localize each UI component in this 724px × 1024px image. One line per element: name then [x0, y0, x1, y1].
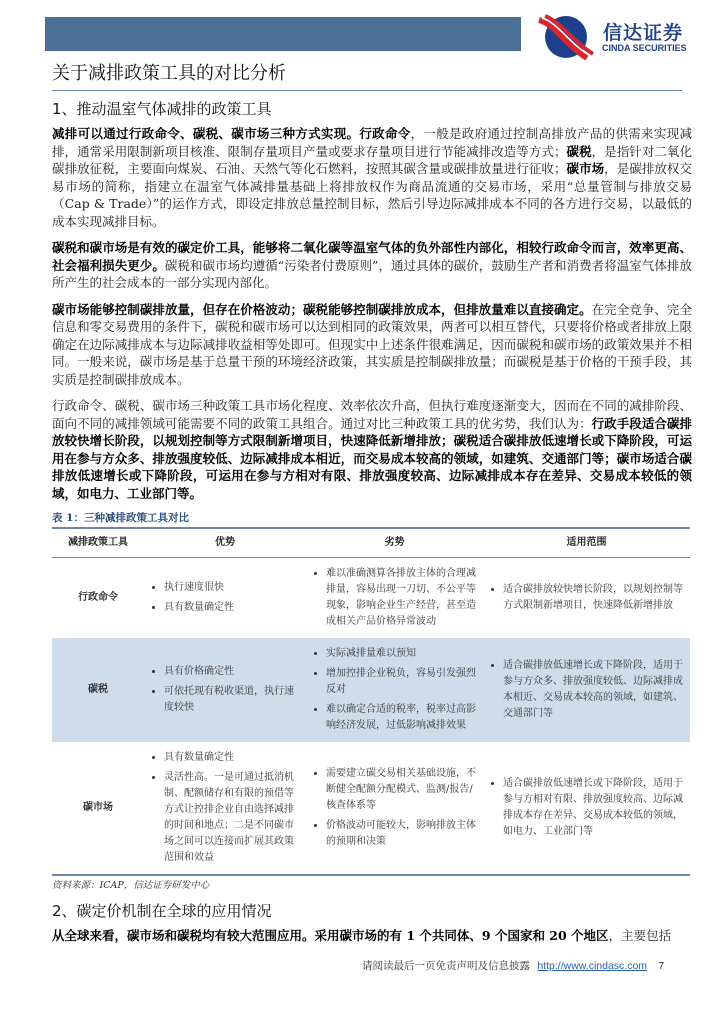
paragraph-5 [52, 927, 692, 945]
cons-cell [306, 742, 483, 875]
paragraph-3 [52, 301, 692, 389]
table-source: 资料来源：ICAP，信达证券研发中心 [52, 880, 210, 891]
text-segment: 碳税和碳市场均遵循“污染者付费原则”，通过具体的碳价，鼓励生产者和消费者将温室气体排放所产生的社会成本的一部分实现内部化。 [52, 257, 692, 290]
paragraph-1 [52, 125, 692, 230]
bold-text-segment: 碳税和碳市场是有效的碳定价工具，能够将二氧化碳等温室气体的负外部性内部化，相较行政命令而言，效率更高、社会福利损失更少。 [52, 240, 692, 273]
scope-list [489, 582, 684, 614]
cons-item: • 实际减排量难以预知 [326, 646, 477, 662]
pros-item: • 具有数量确定性 [164, 750, 300, 766]
pros-cell [144, 742, 306, 875]
column-header: 优势 [144, 528, 306, 558]
logo-english-name: CINDA SECURITIES [602, 43, 687, 53]
scope-cell [483, 742, 690, 875]
column-header: 劣势 [306, 528, 483, 558]
scope-item: • 适合碳排放较快增长阶段，以规划控制等方式限制新增项目，快速降低新增排放 [503, 582, 684, 614]
footer-link[interactable]: http://www.cindasc.com [537, 959, 648, 972]
pros-list [150, 750, 300, 866]
bold-text-segment: 碳市场 [566, 161, 605, 176]
section-heading-1: 1、推动温室气体减排的政策工具 [52, 100, 272, 118]
table-row [52, 638, 690, 742]
bold-text-segment: 从全球来看，碳市场和碳税均有较大范围应用。采用碳市场的有 1 个共同体、9 个国家和 20 个地区 [52, 928, 609, 943]
cons-item: • 难以准确测算各排放主体的合理减排量，容易出现一刀切、不公平等现象，影响企业生产经营，甚至造成相关产品价格异常波动 [326, 566, 477, 630]
table-row [52, 558, 690, 639]
paragraph-2 [52, 239, 692, 292]
text-segment: 行政命令、碳税、碳市场三种政策工具市场化程度、效率依次升高，但执行难度逐渐变大，因而在不同的减排阶段、面向不同的减排领域可能需要不同的政策工具组合。通过对比三种政策工具的优劣势，我们认为： [52, 398, 692, 431]
cons-item: • 增加控排企业税负，容易引发强烈反对 [326, 666, 477, 698]
cons-cell [306, 638, 483, 742]
pros-cell [144, 638, 306, 742]
pros-item: • 具有价格确定性 [164, 664, 300, 680]
cons-list [312, 646, 477, 734]
column-header: 适用范围 [483, 528, 690, 558]
pros-item: • 可依托现有税收渠道，执行速度较快 [164, 684, 300, 716]
pros-item: • 灵活性高。一是可通过抵消机制、配额储存和有限的预借等方式让控排企业自由选择减排的时间和地点；二是不同碳市场之间可以连接而扩展其政策范围和效益 [164, 770, 300, 866]
scope-list [489, 776, 684, 840]
bold-text-segment: 碳市场能够控制碳排放量，但存在价格波动；碳税能够控制碳排放成本，但排放量难以直接确定。 [52, 301, 592, 317]
page-number: 7 [658, 959, 665, 972]
pros-cell [144, 558, 306, 639]
cons-list [312, 766, 477, 850]
scope-list [489, 658, 684, 722]
cons-list [312, 566, 477, 630]
table-header-row [52, 528, 690, 558]
paragraph-4 [52, 397, 692, 502]
logo-chinese-name: 信达证券 [603, 22, 684, 44]
text-segment: ，是指针对二氧化碳排放征税，主要面向煤炭、石油、天然气等化石燃料，按照其碳含量或碳排放量进行征收； [52, 143, 692, 176]
bold-text-segment: 行政手段适合碳排放较快增长阶段，以规划控制等方式限制新增项目，快速降低新增排放；碳税适合碳排放低速增长或下降阶段，可运用在参与方众多、排放强度较低、边际减排成本相近，而交易成本较高的领域，如建筑、交通部门等；碳市场适合碳排放低速增长或下降阶段，可运用在参与方相对有限、排放强度较高、边际减排成本存在差异、交易成本较低的领域，如电力、工业部门等。 [52, 415, 692, 501]
text-segment: ，一般是政府通过控制高排放产品的供需来实现减排，通常采用限制新项目核准、限制存量项目产量或要求存量项目进行节能减排改造等方式； [52, 126, 692, 159]
bold-text-segment: 减排可以通过行政命令、碳税、碳市场三种方式实现。行政命令 [52, 126, 411, 141]
scope-item: • 适合碳排放低速增长或下降阶段，适用于参与方相对有限、排放强度较高、边际减排成本存在差异、交易成本较低的领域，如电力、工业部门等 [503, 776, 684, 840]
comparison-table [52, 527, 690, 876]
scope-cell [483, 638, 690, 742]
table-caption: 表 1：三种减排政策工具对比 [52, 512, 189, 524]
text-segment: 在完全竞争、完全信息和零交易费用的条件下，碳税和碳市场可以达到相同的政策效果，两者可以相互替代，只要将价格或者排放上限确定在边际减排成本与边际减排收益相等处即可。但现实中上述条件很难满足，因而碳税和碳市场的政策效果并不相同。一般来说，碳市场是基于总量干预的环境经济政策，其实质是控制碳排放量；而碳税是基于价格的干预手段，其实质是控制碳排放成本。 [52, 301, 692, 387]
cons-cell [306, 558, 483, 639]
text-segment: ，主要包括 [608, 928, 672, 943]
cons-item: • 难以确定合适的税率，税率过高影响经济发展，过低影响减排效果 [326, 702, 477, 734]
tool-name: 碳税 [52, 638, 144, 742]
section-heading-2: 2、碳定价机制在全球的应用情况 [52, 902, 272, 920]
tool-name: 行政命令 [78, 592, 118, 603]
pros-item: • 执行速度很快 [164, 580, 300, 596]
pros-list [150, 664, 300, 716]
bold-text-segment: 碳税 [566, 143, 592, 159]
column-header: 减排政策工具 [52, 528, 144, 558]
cons-item: • 价格波动可能较大，影响排放主体的预期和决策 [326, 818, 477, 850]
page-title: 关于减排政策工具的对比分析 [52, 62, 682, 91]
scope-cell [483, 558, 690, 639]
pros-item: • 具有数量确定性 [164, 600, 300, 616]
tool-name: 碳市场 [83, 802, 113, 813]
scope-item: • 适合碳排放低速增长或下降阶段，适用于参与方众多、排放强度较低、边际减排成本相近、交易成本较高的领域，如建筑、交通部门等 [503, 658, 684, 722]
pros-list [150, 580, 300, 616]
text-segment: ，是碳排放权交易市场的简称，指建立在温室气体减排量基础上将排放权作为商品流通的交易市场，采用“总量管制与排放交易（Cap & Trade）”的运作方式，即设定排放总量控制目标，然后引导边际减排成本不同的各方进行交易，以最低的成本实现减排目标。 [52, 161, 692, 229]
table-row [52, 742, 690, 875]
footer-disclaimer: 请阅读最后一页免责声明及信息披露 [362, 959, 530, 972]
cons-item: • 需要建立碳交易相关基础设施，不断健全配额分配模式、监测/报告/核查体系等 [326, 766, 477, 814]
page-footer [362, 959, 692, 973]
